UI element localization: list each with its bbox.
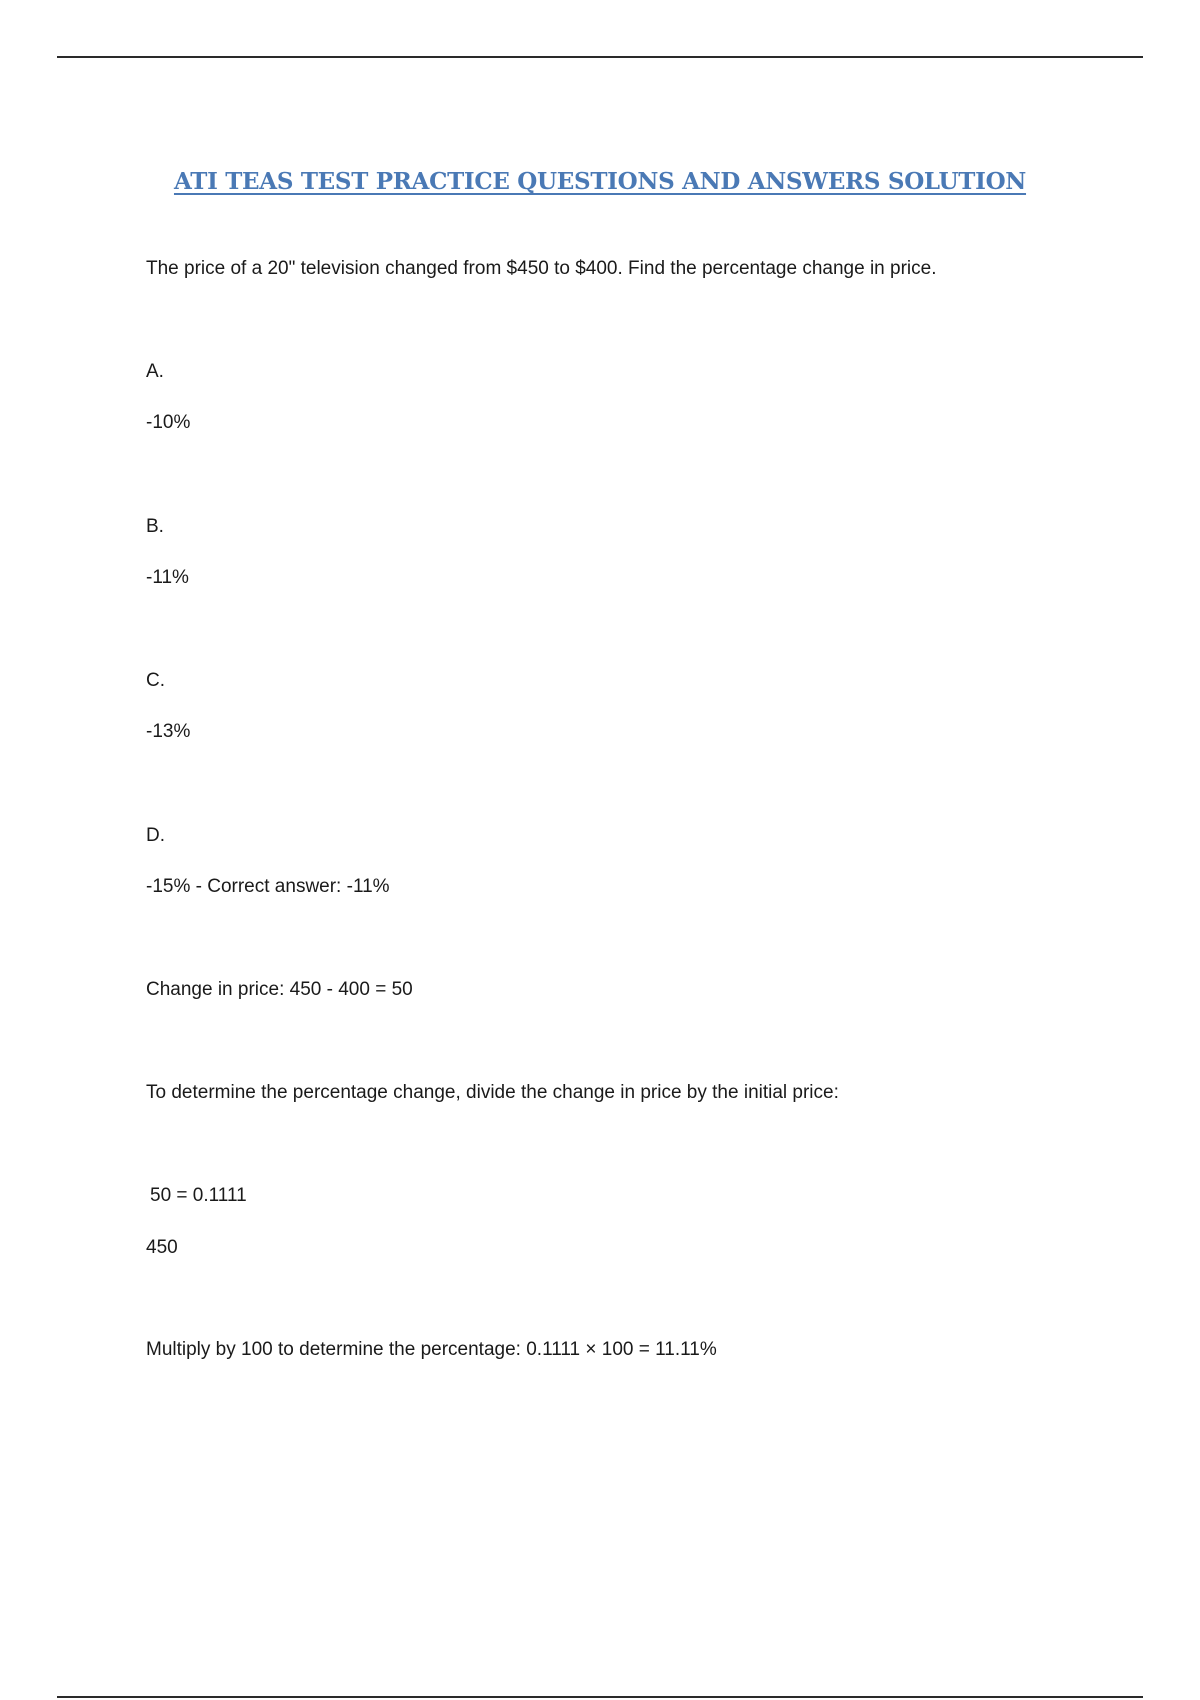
top-rule <box>57 56 1143 58</box>
solution-multiply-line: Multiply by 100 to determine the percentage: 0.1111 × 100 = 11.11% <box>146 1339 717 1360</box>
option-a-text: -10% <box>146 412 191 433</box>
option-d-text-with-answer: -15% - Correct answer: -11% <box>146 876 390 897</box>
solution-fraction-numerator: 50 = 0.1111 <box>150 1185 247 1206</box>
bottom-rule <box>57 1696 1143 1698</box>
option-c-label: C. <box>146 670 165 691</box>
solution-fraction-denominator: 450 <box>146 1237 178 1258</box>
option-a-label: A. <box>146 361 164 382</box>
question-text: The price of a 20" television changed from $450 to $400. Find the percentage change in price. <box>146 258 937 279</box>
option-b-label: B. <box>146 516 164 537</box>
option-b-text: -11% <box>146 567 189 588</box>
option-c-text: -13% <box>146 721 191 742</box>
option-d-label: D. <box>146 825 165 846</box>
solution-change-line: Change in price: 450 - 400 = 50 <box>146 979 413 1000</box>
document-title: ATI TEAS TEST PRACTICE QUESTIONS AND ANSWERS SOLUTION <box>173 168 1027 195</box>
solution-determine-line: To determine the percentage change, divide the change in price by the initial price: <box>146 1082 839 1103</box>
